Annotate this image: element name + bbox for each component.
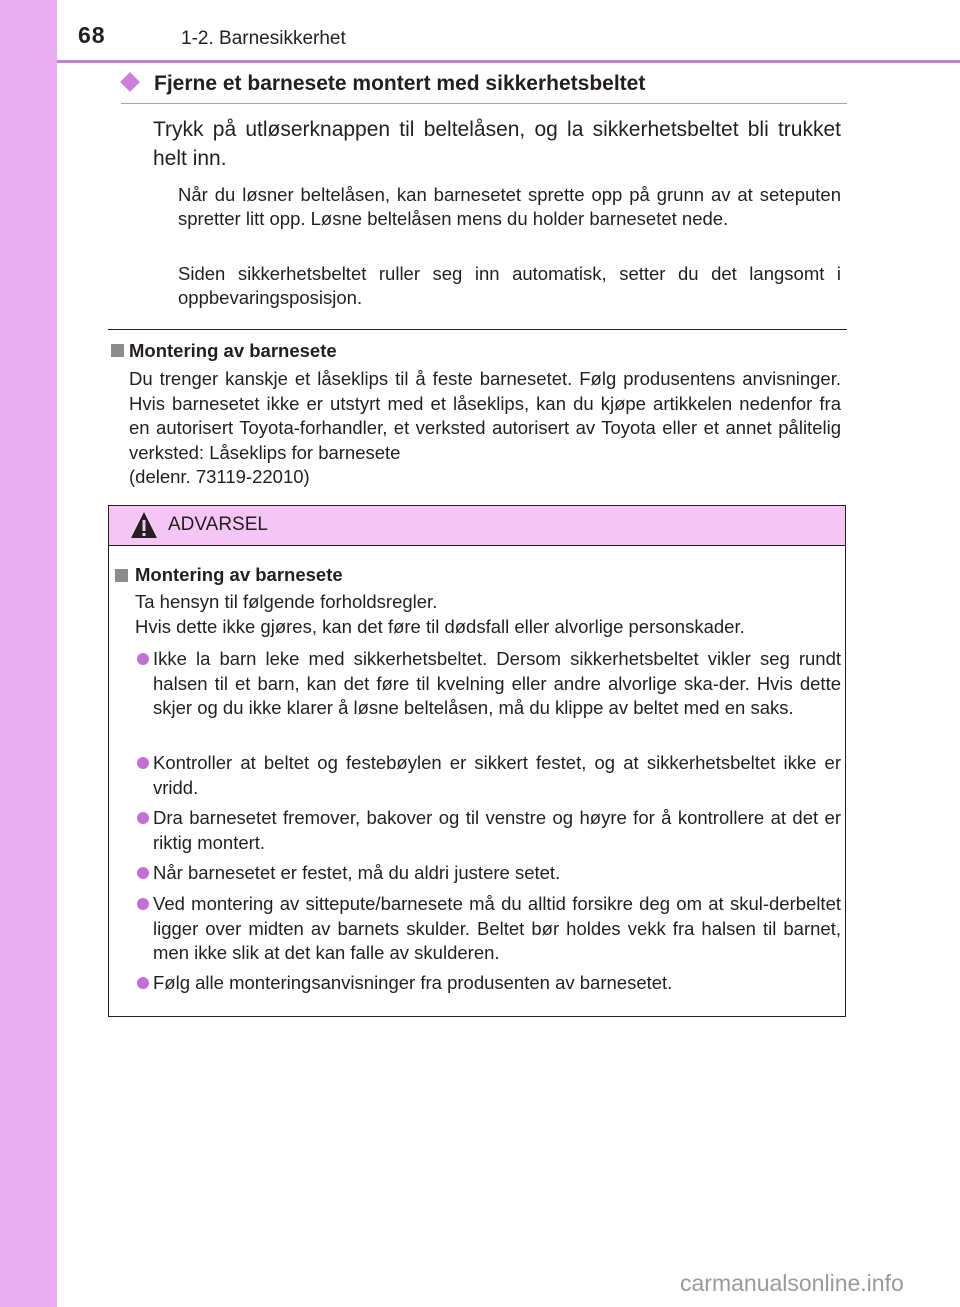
warning-bullet-text: Dra barnesetet fremover, bakover og til venstre og høyre for å kontrollere at det er riktig montert. xyxy=(153,807,841,853)
bullet-dot-icon xyxy=(137,977,149,989)
warning-heading: Montering av barnesete xyxy=(135,564,343,585)
watermark-link[interactable]: carmanualsonline.info xyxy=(680,1270,904,1296)
bullet-dot-icon xyxy=(137,867,149,879)
warning-intro-line: Ta hensyn til følgende forholdsregler. xyxy=(135,591,438,612)
install-body xyxy=(129,367,841,490)
warning-bullet-text: Ved montering av sittepute/barnesete må du alltid forsikre deg om at skul-derbeltet ligger over midten av barnets skulder. Beltet bør holdes vekk fra halsen til barnet, men ikke slik at det kan falle av skulderen. xyxy=(153,893,841,963)
install-body-text: Du trenger kanskje et låseklips til å feste barnesetet. Følg produsentens anvisninger. Hvis barnesetet ikke er utstyrt med et låseklips, kan du kjøpe artikkelen nedenfor fra en autorisert Toyota-forhandler, et verksted autorisert av Toyota eller et annet pålitelig verksted: Låseklips for barnesete xyxy=(129,368,841,463)
section-divider xyxy=(108,329,847,330)
warning-bullet xyxy=(153,647,841,721)
side-color-bar xyxy=(0,0,57,1307)
bullet-dot-icon xyxy=(137,653,149,665)
bullet-dot-icon xyxy=(137,898,149,910)
warning-bullet-text: Kontroller at beltet og festebøylen er sikkert festet, og at sikkerhetsbeltet ikke er vridd. xyxy=(153,752,841,798)
header-rule xyxy=(57,60,960,63)
bullet-dot-icon xyxy=(137,812,149,824)
warning-title: ADVARSEL xyxy=(168,514,268,535)
install-heading: Montering av barnesete xyxy=(129,340,337,361)
subsection-heading xyxy=(121,70,847,104)
bullet-dot-icon xyxy=(137,757,149,769)
warning-box xyxy=(108,505,846,1017)
section-path: 1-2. Barnesikkerhet xyxy=(181,28,346,49)
warning-bullet xyxy=(153,892,841,966)
warning-bullet-text: Følg alle monteringsanvisninger fra produsenten av barnesetet. xyxy=(153,972,673,993)
warning-triangle-icon xyxy=(129,510,159,540)
note-paragraph: Siden sikkerhetsbeltet ruller seg inn automatisk, setter du det langsomt i oppbevaringsposisjon. xyxy=(178,263,841,308)
diamond-icon xyxy=(120,72,140,92)
step-instruction: Trykk på utløserknappen til beltelåsen, og la sikkerhetsbeltet bli trukket helt inn. xyxy=(153,118,841,170)
subsection-title: Fjerne et barnesete montert med sikkerhetsbeltet xyxy=(154,72,646,95)
warning-bullet xyxy=(153,806,841,855)
warning-bullet-text: Når barnesetet er festet, må du aldri justere setet. xyxy=(153,862,561,883)
part-number-text: (delenr. 73119-22010) xyxy=(129,466,310,487)
warning-intro-line: Hvis dette ikke gjøres, kan det føre til dødsfall eller alvorlige personskader. xyxy=(135,615,745,637)
warning-header xyxy=(109,506,845,546)
warning-bullet-text: Ikke la barn leke med sikkerhetsbeltet. Dersom sikkerhetsbeltet vikler seg rundt halsen til et barn, kan det føre til kvelning eller andre alvorlige ska-der. Hvis dette skjer og du ikke klarer å løsne beltelåsen, må du klippe av beltet med en saks. xyxy=(153,648,841,718)
square-bullet-icon xyxy=(111,344,124,357)
square-bullet-icon xyxy=(115,569,128,582)
page-number: 68 xyxy=(78,22,106,48)
warning-intro xyxy=(135,590,841,639)
warning-bullet xyxy=(153,861,841,886)
warning-bullet xyxy=(153,751,841,800)
warning-bullet xyxy=(153,971,841,996)
note-paragraph: Når du løsner beltelåsen, kan barnesetet sprette opp på grunn av at seteputen spretter litt opp. Løsne beltelåsen mens du holder barnesetet nede. xyxy=(178,184,841,229)
